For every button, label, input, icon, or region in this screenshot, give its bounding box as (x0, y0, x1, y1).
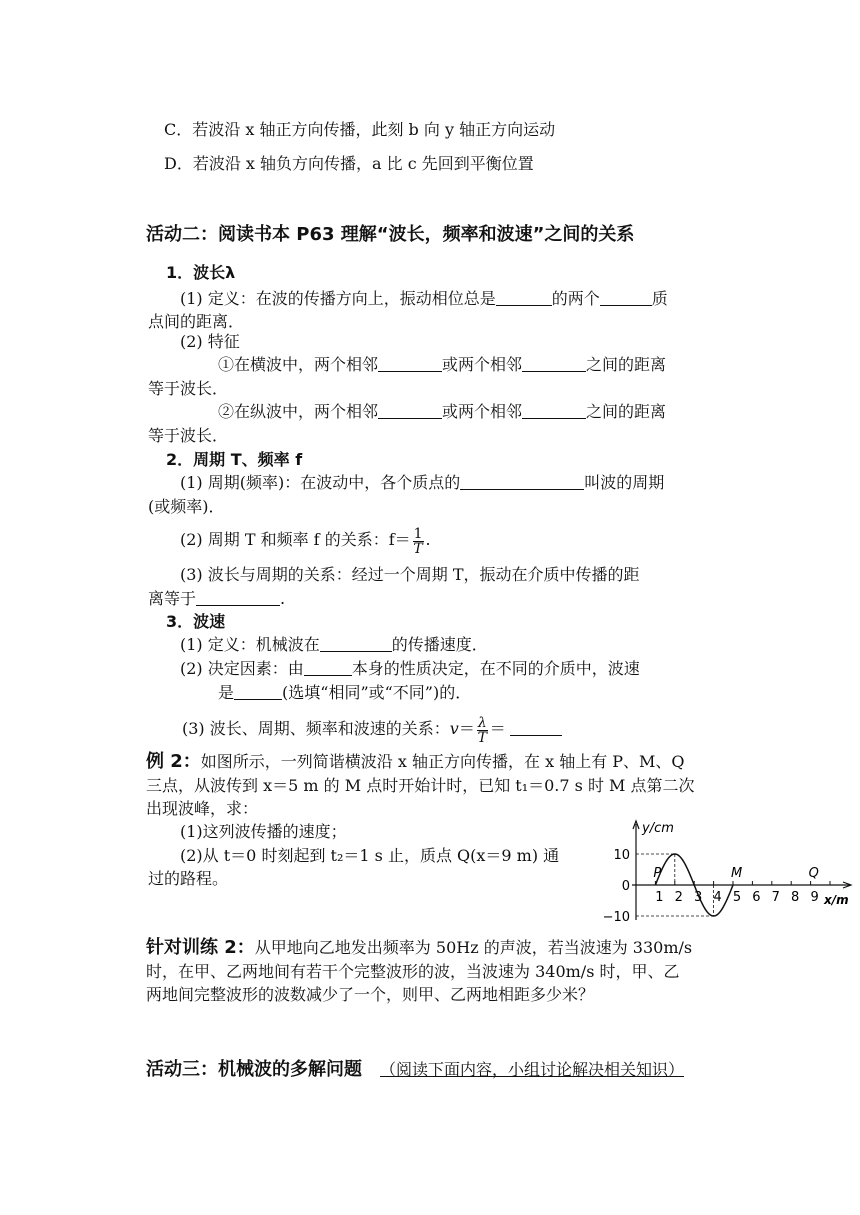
x-tick-label: 3 (694, 890, 703, 905)
example2-question2-line2: 过的路程。 (148, 869, 229, 888)
x-tick-label: 2 (674, 890, 683, 905)
x-tick-label: 1 (655, 890, 664, 905)
blank-1 (496, 289, 552, 306)
point-label-p: P (653, 866, 662, 881)
training2-line1: 针对训练 2：从甲地向乙地发出频率为 50Hz 的声波，若当波速为 330m/s (146, 937, 693, 958)
y-axis-label: y/cm (642, 821, 674, 836)
x-tick-label: 6 (752, 890, 761, 905)
s1-definition-line1: (1) 定义：在波的传播方向上，振动相位总是 的两个 质 (180, 289, 668, 308)
x-tick-label: 9 (810, 890, 819, 905)
blank-8 (196, 589, 280, 606)
blank-4 (522, 355, 586, 372)
example2-question1: (1)这列波传播的速度； (180, 822, 347, 841)
s3-factor-line1: (2) 决定因素：由 本身的性质决定，在不同的介质中，波速 (180, 659, 640, 678)
activity2-title: 活动二：阅读书本 P63 理解“波长，频率和波速”之间的关系 (146, 224, 635, 245)
x-axis-label: x/m (824, 893, 849, 907)
example2-line1: 例 2：如图所示，一列简谐横波沿 x 轴正方向传播，在 x 轴上有 P、M、Q (146, 751, 685, 772)
s1-definition-line2: 点间的距离． (148, 312, 245, 331)
blank-3 (378, 355, 442, 372)
y-tick-label: 0 (621, 879, 630, 894)
training2-line2: 时，在甲、乙两地间有若干个完整波形的波，当波速为 340m/s 时，甲、乙 (146, 962, 680, 981)
s2-period-line2: (或频率)． (148, 497, 225, 516)
example2-question2-line1: (2)从 t＝0 时刻起到 t₂＝1 s 止，质点 Q(x＝9 m) 通 (180, 846, 560, 865)
blank-11 (234, 683, 282, 700)
s1-feature1-line2: 等于波长． (148, 379, 229, 398)
s2-wavelength-line2: 离等于 . (148, 589, 286, 608)
x-tick-label: 4 (713, 890, 722, 905)
activity3-title: 活动三：机械波的多解问题 (146, 1059, 362, 1080)
s1-feature: (2) 特征 (180, 332, 240, 351)
option-c: C．若波沿 x 轴正方向传播，此刻 b 向 y 轴正方向运动 (164, 120, 556, 139)
blank-12 (510, 719, 562, 736)
s1-feature2-line1: ②在纵波中，两个相邻 或两个相邻 之间的距离 (218, 402, 667, 421)
point-label-q: Q (808, 866, 819, 881)
x-tick-label: 7 (771, 890, 780, 905)
point-label-m: M (731, 866, 743, 881)
s3-definition: (1) 定义：机械波在 的传播速度． (180, 635, 488, 654)
s1-feature1-line1: ①在横波中，两个相邻 或两个相邻 之间的距离 (218, 355, 667, 374)
x-tick-label: 5 (732, 890, 742, 905)
blank-5 (378, 402, 442, 419)
activity3-heading (146, 1060, 684, 1080)
fraction-1-over-t: $\frac{1}{T}$ (413, 526, 423, 557)
training2-line3: 两地间完整波形的波数减少了一个，则甲、乙两地相距多少米？ (146, 985, 595, 1004)
section3-title: 3．波速 (166, 612, 226, 631)
blank-6 (522, 402, 586, 419)
s1-feature2-line2: 等于波长． (148, 426, 229, 445)
x-tick-label: 8 (791, 890, 800, 905)
fraction-lambda-over-t: $\frac{\lambda}{T}$ (477, 715, 487, 746)
section2-title: 2．周期 T、频率 f (166, 450, 303, 469)
blank-10 (304, 659, 352, 676)
wave-chart (600, 812, 858, 926)
example2-line3: 出现波峰，求： (146, 799, 259, 818)
blank-2 (600, 289, 652, 306)
option-d: D．若波沿 x 轴负方向传播，a 比 c 先回到平衡位置 (164, 154, 534, 173)
blank-9 (320, 635, 392, 652)
s2-wavelength-line1: (3) 波长与周期的关系：经过一个周期 T，振动在介质中传播的距 (180, 565, 640, 584)
s3-factor-line2: 是 (选填“相同”或“不同”)的． (218, 683, 472, 702)
y-tick-label: 10 (613, 848, 630, 863)
activity3-note: （阅读下面内容，小组讨论解决相关知识） (380, 1060, 685, 1079)
s2-relation: (2) 周期 T 和频率 f 的关系：f＝ $\frac{1}{T}$ . (180, 526, 431, 557)
example2-line2: 三点，从波传到 x＝5 m 的 M 点时开始计时，已知 t₁＝0.7 s 时 M 点第二次 (146, 776, 695, 795)
section1-title: 1．波长λ (166, 263, 236, 282)
s3-formula: (3) 波长、周期、频率和波速的关系：v＝ $\frac{\lambda}{T}$ ＝ (182, 716, 562, 745)
blank-7 (460, 473, 584, 490)
y-tick-label: −10 (602, 910, 630, 925)
s2-period-line1: (1) 周期(频率)：在波动中，各个质点的 叫波的周期 (180, 473, 665, 492)
